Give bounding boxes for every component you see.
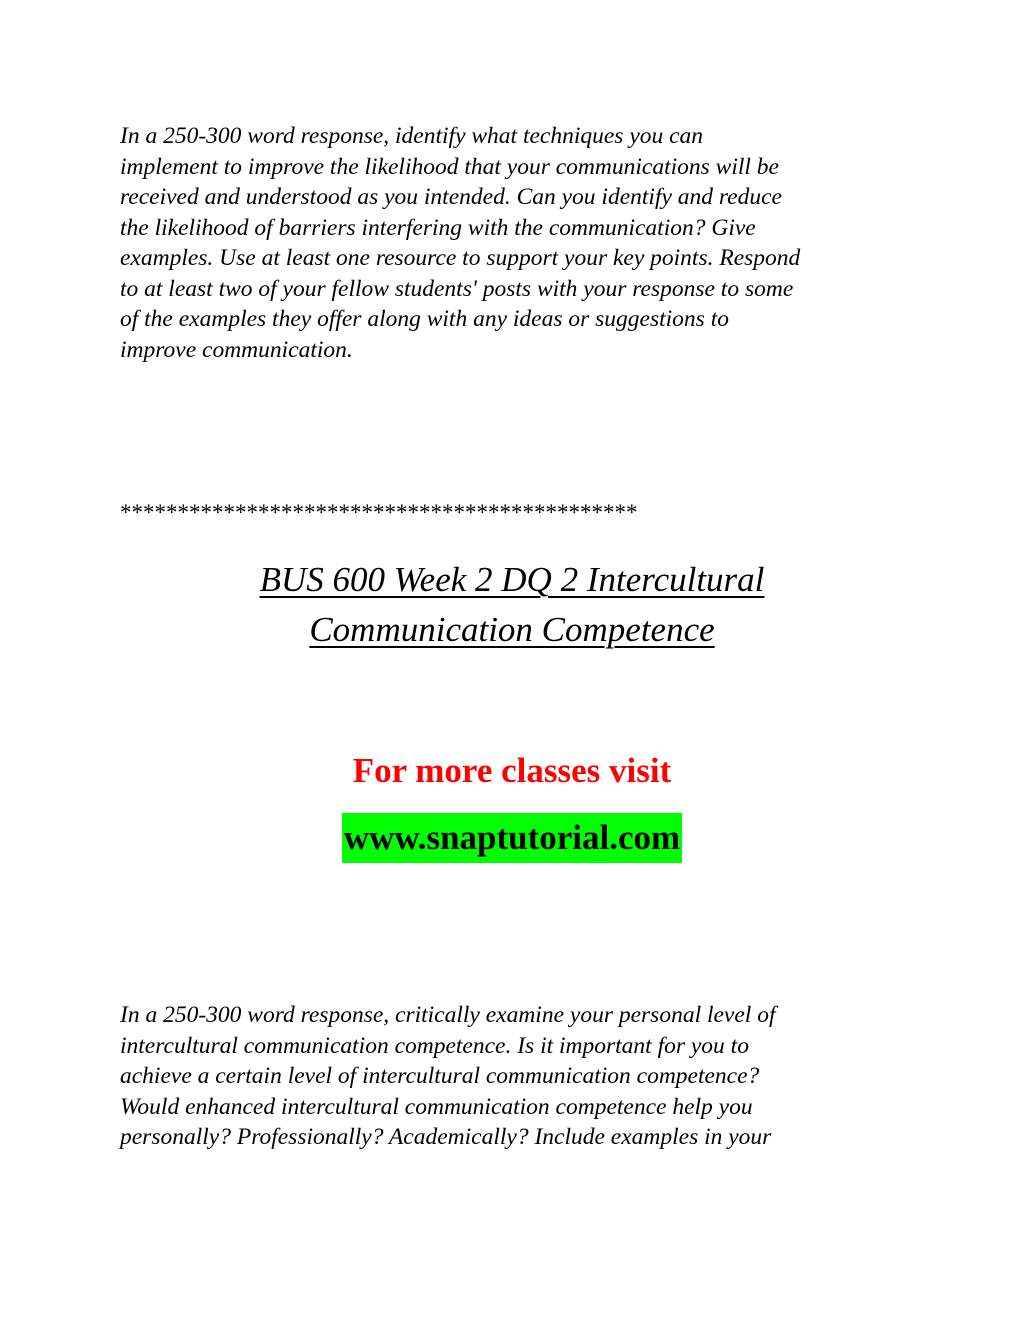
paragraph-line: examples. Use at least one resource to support your key points. Respond [120,245,801,271]
paragraph-line: to at least two of your fellow students' posts with your response to some [120,275,794,302]
asterisk-separator: ********************************************* [120,500,638,525]
page-title [0,555,1024,655]
paragraph-line: In a 250-300 word response, identify what techniques you can [120,123,704,149]
paragraph-line: achieve a certain level of intercultural communication competence? [120,1063,760,1089]
paragraph-line: intercultural communication competence. Is it important for you to [120,1032,749,1059]
title-line-2: Communication Competence [309,610,715,649]
prompt-paragraph-week2-dq1 [120,121,920,365]
website-link[interactable]: www.snaptutorial.com [342,813,682,863]
paragraph-line: personally? Professionally? Academically? Include examples in your [120,1124,772,1150]
paragraph-line: In a 250-300 word response, critically examine your personal level of [120,1002,776,1028]
paragraph-line: Would enhanced intercultural communication competence help you [120,1093,753,1120]
paragraph-line: improve communication. [120,336,353,363]
promo-link-container [0,813,1024,863]
paragraph-line: implement to improve the likelihood that your communications will be [120,153,779,180]
paragraph-line: of the examples they offer along with any ideas or suggestions to [120,306,729,332]
paragraph-line: received and understood as you intended. Can you identify and reduce [120,184,782,210]
prompt-paragraph-week2-dq2 [120,1000,920,1153]
paragraph-line: the likelihood of barriers interfering with the communication? Give [120,214,756,241]
title-line-1: BUS 600 Week 2 DQ 2 Intercultural [259,560,765,599]
promo-text: For more classes visit [352,751,672,790]
